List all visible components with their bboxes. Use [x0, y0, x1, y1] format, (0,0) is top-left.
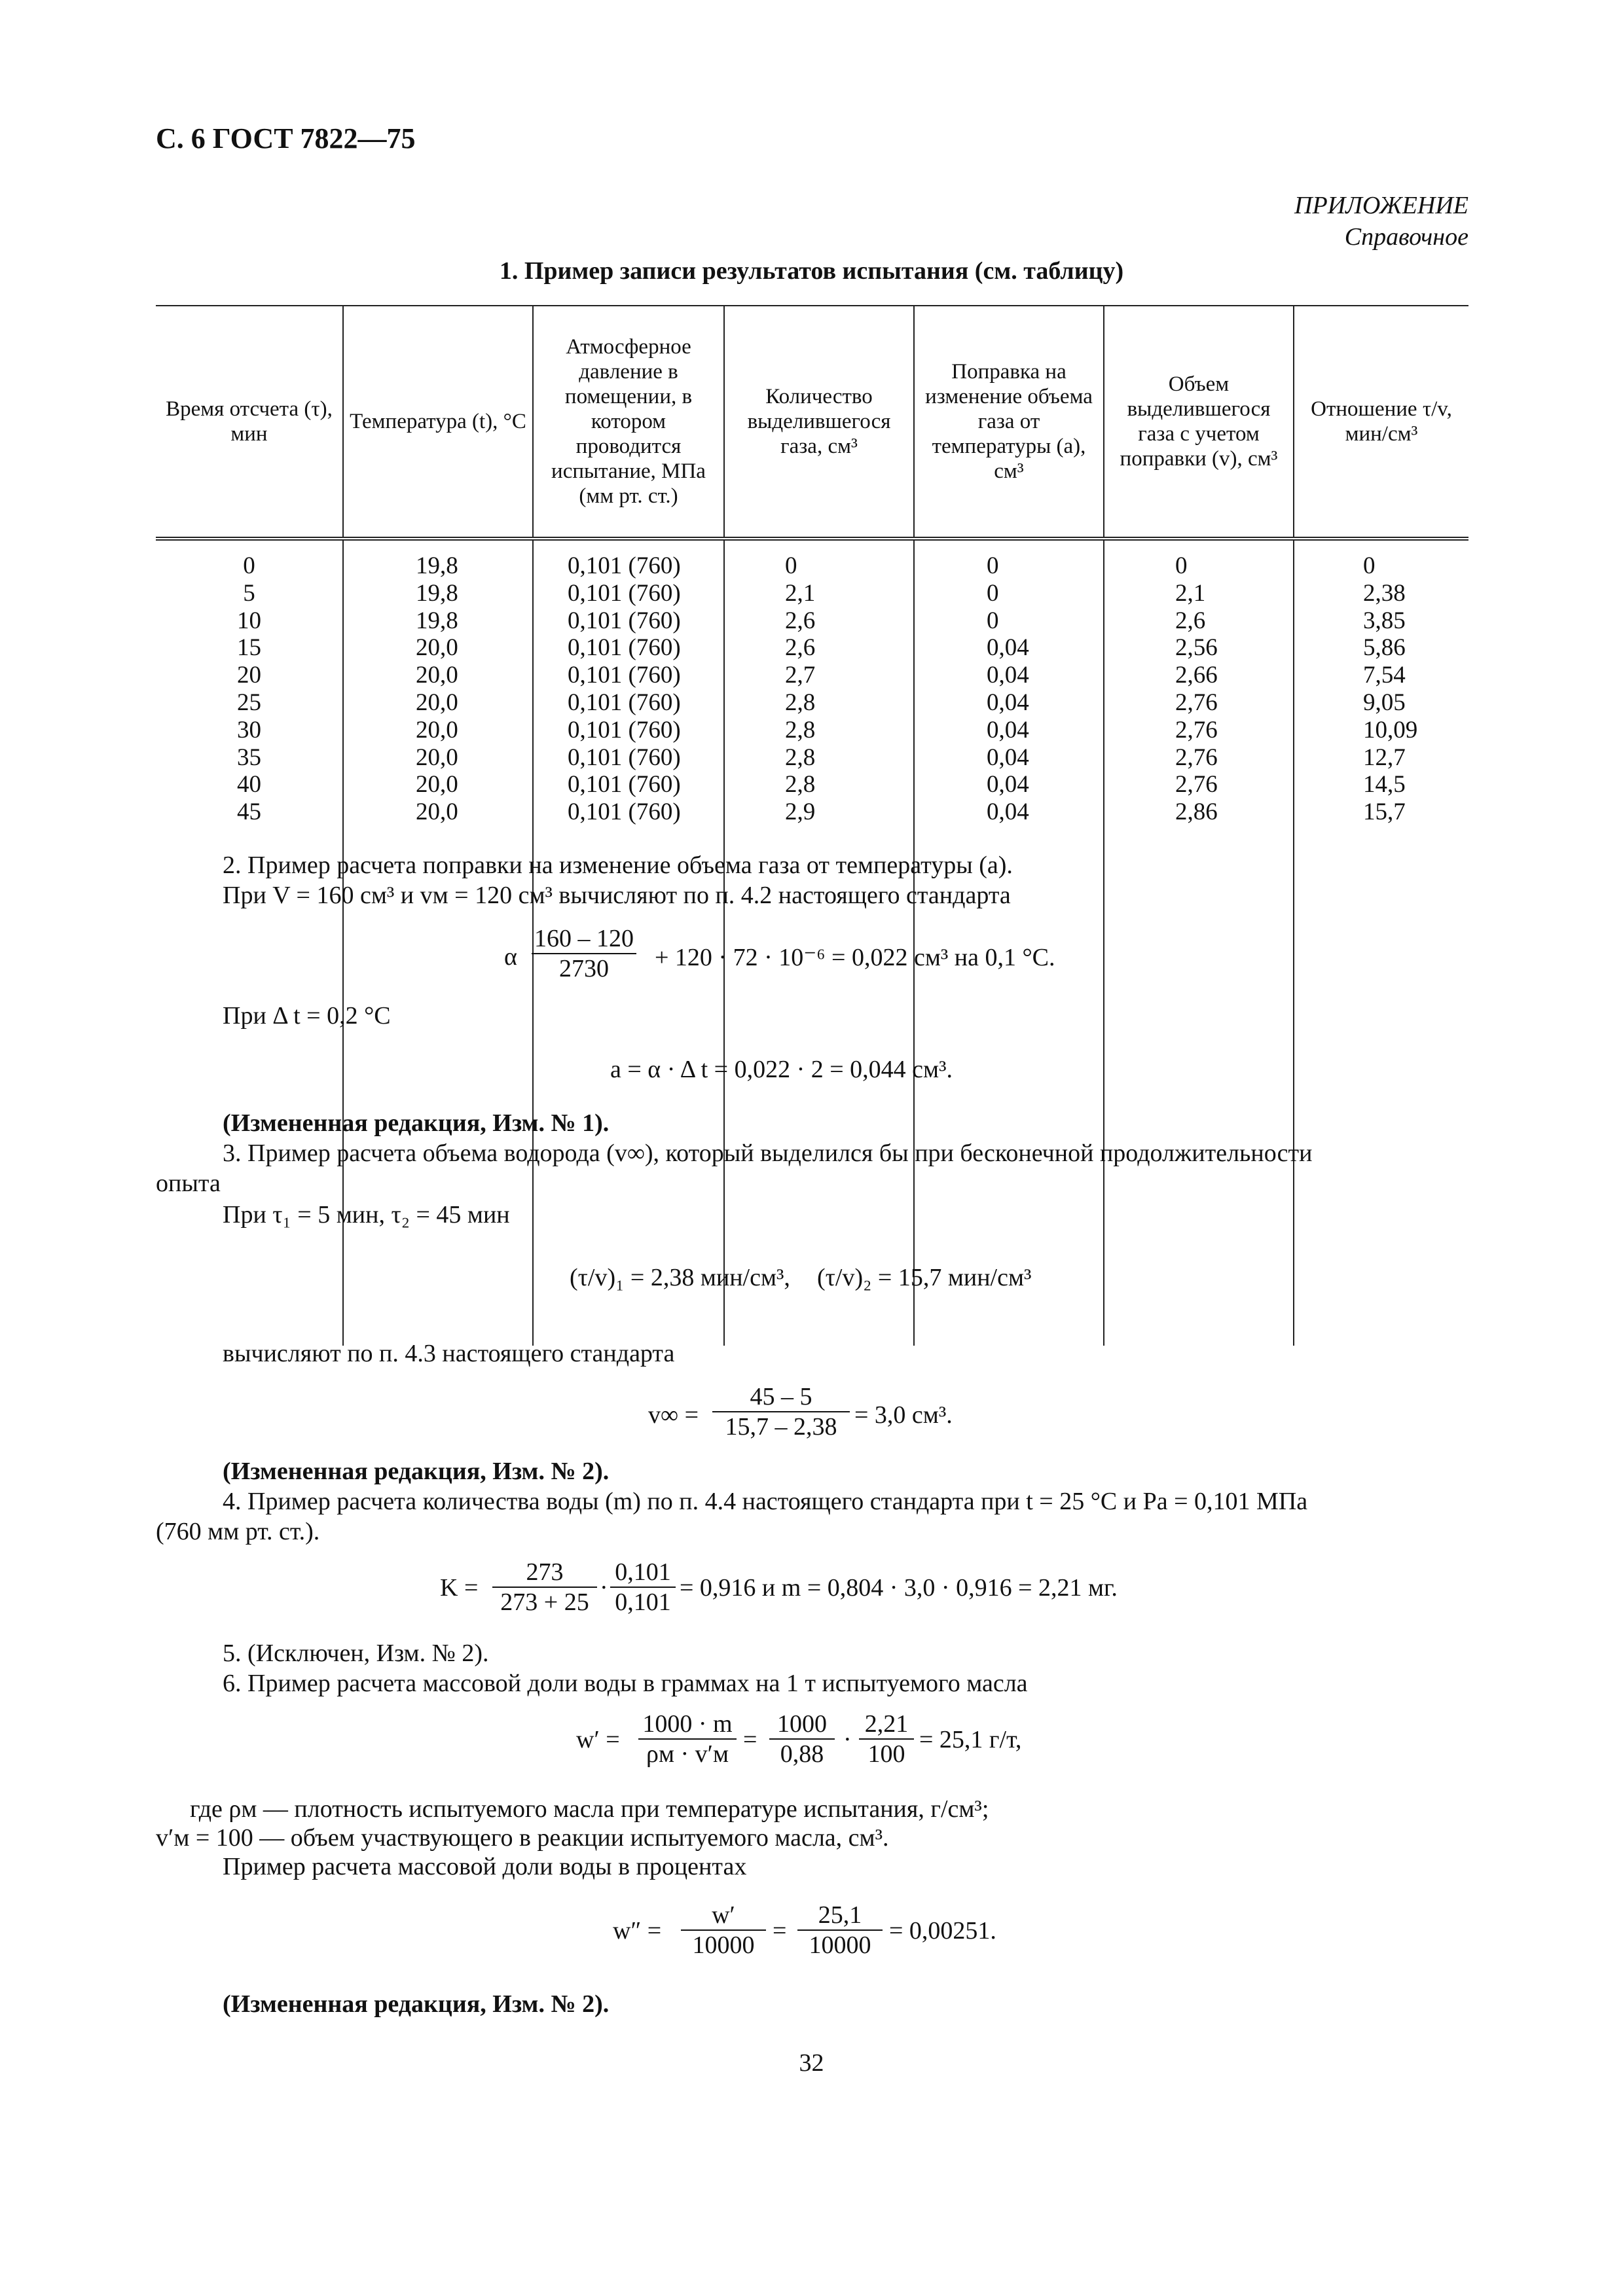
fraction-denominator: 15,7 – 2,38 — [725, 1413, 837, 1441]
s4-formula-fraction2 — [610, 1558, 676, 1617]
table-cell: 10,09 — [1363, 716, 1418, 744]
s2-line3: При Δ t = 0,2 °С — [223, 1002, 391, 1030]
s4-line1b: (760 мм рт. ст.). — [156, 1518, 320, 1545]
s2-formula1-right: + 120 · 72 · 10⁻⁶ = 0,022 см³ на 0,1 °С. — [655, 944, 1055, 971]
table-cell: 35 — [237, 744, 261, 771]
s6-line1: 6. Пример расчета массовой доли воды в граммах на 1 т испытуемого масла — [223, 1670, 1028, 1697]
table-cell: 2,56 — [1175, 634, 1218, 662]
table-cell: 0,04 — [987, 634, 1029, 662]
s4-formula-fraction1 — [492, 1558, 597, 1617]
table-cell: 20,0 — [416, 744, 458, 771]
table-cell: 45 — [237, 798, 261, 826]
fraction-numerator: 1000 · m — [638, 1710, 737, 1740]
s6-formula2-fraction1 — [681, 1901, 766, 1960]
s6-formula1-fraction2 — [769, 1710, 835, 1768]
table-cell: 0,04 — [987, 689, 1029, 716]
fraction-numerator: 2,21 — [859, 1710, 914, 1740]
fraction-numerator: 25,1 — [797, 1901, 883, 1931]
s6-formula1-fraction1 — [638, 1710, 737, 1768]
s3-line2: При τ₁ = 5 мин, τ₂ = 45 мин — [223, 1201, 510, 1229]
s4-line1: 4. Пример расчета количества воды (m) по п. 4.4 настоящего стандарта при t = 25 °С и Pа = 0,101 МПа — [223, 1488, 1308, 1515]
fraction-numerator: 160 – 120 — [532, 924, 636, 954]
s3-formula2-right: = 3,0 см³. — [854, 1401, 953, 1429]
table-cell: 20,0 — [416, 662, 458, 689]
fraction-denominator: 10000 — [809, 1931, 871, 1959]
table-cell: 12,7 — [1363, 744, 1406, 771]
table-cell: 2,6 — [1175, 607, 1206, 634]
fraction-denominator: 0,101 — [615, 1588, 671, 1616]
s3-line1b: опыта — [156, 1170, 221, 1197]
table-cell: 20,0 — [416, 716, 458, 744]
table-cell: 20,0 — [416, 689, 458, 716]
table-cell: 7,54 — [1363, 662, 1406, 689]
table-cell: 2,76 — [1175, 689, 1218, 716]
table-cell: 5 — [243, 579, 255, 607]
table-cell: 3,85 — [1363, 607, 1406, 634]
s3-formula2-left: v∞ = — [648, 1401, 699, 1429]
table-cell: 2,8 — [785, 716, 816, 744]
table-cell: 40 — [237, 771, 261, 798]
fraction-numerator: w′ — [681, 1901, 766, 1931]
table-cell: 2,8 — [785, 689, 816, 716]
fraction-denominator: 10000 — [692, 1931, 755, 1959]
s6-formula1-eq: = — [743, 1726, 757, 1753]
header-pressure: Атмосферное давление в помещении, в котором проводится испытание, МПа (мм рт. ст.) — [532, 306, 723, 537]
table-cell: 0,101 (760) — [568, 689, 681, 716]
table-cell: 2,1 — [1175, 579, 1206, 607]
fraction-denominator: 2730 — [559, 955, 609, 982]
s6-amendment: (Измененная редакция, Изм. № 2). — [223, 1990, 610, 2018]
s6-where1: где ρм — плотность испытуемого масла при температуре испытания, г/см³; — [190, 1795, 989, 1823]
table-cell: 0,04 — [987, 771, 1029, 798]
fraction-denominator: ρм · v′м — [646, 1740, 729, 1768]
table-cell: 19,8 — [416, 607, 458, 634]
s3-formula1a: (τ/v)₁ = 2,38 мин/см³, — [570, 1264, 790, 1291]
table-cell: 0,101 (760) — [568, 579, 681, 607]
table-cell: 0,101 (760) — [568, 716, 681, 744]
table-cell: 2,6 — [785, 634, 816, 662]
table-cell: 20,0 — [416, 771, 458, 798]
fraction-denominator: 100 — [867, 1740, 905, 1768]
header-ratio: Отношение τ/v, мин/см³ — [1293, 306, 1468, 537]
fraction-denominator: 273 + 25 — [500, 1588, 589, 1616]
s3-amendment: (Измененная редакция, Изм. № 2). — [223, 1458, 610, 1485]
s6-formula2-fraction2 — [797, 1901, 883, 1960]
table-cell: 2,86 — [1175, 798, 1218, 826]
s4-formula-left: K = — [440, 1574, 479, 1602]
table-cell: 2,66 — [1175, 662, 1218, 689]
table-cell: 0 — [987, 552, 999, 579]
s6-formula1-fraction3 — [859, 1710, 914, 1768]
table-cell: 19,8 — [416, 579, 458, 607]
table-cell: 30 — [237, 716, 261, 744]
appendix-title: ПРИЛОЖЕНИЕ — [1294, 192, 1468, 219]
s6-formula2-eq: = — [773, 1917, 787, 1945]
table-cell: 0,101 (760) — [568, 771, 681, 798]
table-cell: 2,8 — [785, 771, 816, 798]
table-cell: 2,76 — [1175, 744, 1218, 771]
table-cell: 20,0 — [416, 798, 458, 826]
appendix-subtitle: Справочное — [1344, 223, 1468, 251]
table-cell: 20,0 — [416, 634, 458, 662]
fraction-numerator: 0,101 — [610, 1558, 676, 1588]
s3-formula2-fraction — [712, 1382, 850, 1441]
table-cell: 25 — [237, 689, 261, 716]
table-cell: 2,9 — [785, 798, 816, 826]
table-cell: 0,04 — [987, 716, 1029, 744]
table-cell: 0,04 — [987, 662, 1029, 689]
s6-formula1-dot: · — [843, 1726, 852, 1753]
table-cell: 0 — [987, 607, 999, 634]
header-correction: Поправка на изменение объема газа от температуры (a), см³ — [913, 306, 1103, 537]
table-cell: 10 — [237, 607, 261, 634]
table-cell: 9,05 — [1363, 689, 1406, 716]
col-ratio — [1293, 541, 1468, 1346]
s3-line3: вычисляют по п. 4.3 настоящего стандарта — [223, 1340, 675, 1367]
s6-line2: Пример расчета массовой доли воды в процентах — [223, 1853, 747, 1880]
header-temperature: Температура (t), °С — [342, 306, 532, 537]
table-cell: 19,8 — [416, 552, 458, 579]
table-cell: 15 — [237, 634, 261, 662]
s3-line1: 3. Пример расчета объема водорода (v∞), который выделился бы при бесконечной продолжительности — [223, 1139, 1313, 1167]
table-cell: 2,6 — [785, 607, 816, 634]
s2-formula1-left: α — [504, 943, 517, 971]
table-cell: 0,101 (760) — [568, 634, 681, 662]
s2-formula1-fraction — [532, 924, 636, 983]
s6-formula2-left: w″ = — [613, 1917, 662, 1945]
s2-line1: 2. Пример расчета поправки на изменение объема газа от температуры (a). — [223, 852, 1013, 879]
table-cell: 2,76 — [1175, 771, 1218, 798]
table-cell: 0 — [243, 552, 255, 579]
s4-formula-right: = 0,916 и m = 0,804 · 3,0 · 0,916 = 2,21 мг. — [680, 1574, 1118, 1602]
table-cell: 0,101 (760) — [568, 798, 681, 826]
s6-formula2-right: = 0,00251. — [889, 1917, 996, 1945]
table-cell: 14,5 — [1363, 771, 1406, 798]
fraction-numerator: 273 — [492, 1558, 597, 1588]
table-cell: 5,86 — [1363, 634, 1406, 662]
table-cell: 20 — [237, 662, 261, 689]
table-title: 1. Пример записи результатов испытания (см. таблицу) — [499, 257, 1124, 285]
s2-formula2: a = α · Δ t = 0,022 · 2 = 0,044 см³. — [610, 1056, 953, 1083]
table-cell: 2,7 — [785, 662, 816, 689]
table-cell: 2,1 — [785, 579, 816, 607]
table-cell: 15,7 — [1363, 798, 1406, 826]
appendix-heading — [1294, 190, 1468, 253]
table-cell: 0,101 (760) — [568, 607, 681, 634]
fraction-denominator: 0,88 — [780, 1740, 824, 1768]
table-cell: 0,101 (760) — [568, 552, 681, 579]
s3-formula1b: (τ/v)₂ = 15,7 мин/см³ — [817, 1264, 1032, 1291]
page-number: 32 — [799, 2049, 824, 2077]
fraction-numerator: 45 – 5 — [712, 1382, 850, 1412]
table-cell: 2,38 — [1363, 579, 1406, 607]
table-header — [156, 306, 1468, 541]
table-cell: 2,76 — [1175, 716, 1218, 744]
table-cell: 2,8 — [785, 744, 816, 771]
table-cell: 0,04 — [987, 744, 1029, 771]
fraction-numerator: 1000 — [769, 1710, 835, 1740]
s6-where2: v′м = 100 — объем участвующего в реакции испытуемого масла, см³. — [156, 1824, 889, 1852]
table-cell: 0 — [785, 552, 797, 579]
header-gas-amount: Количество выделившегося газа, см³ — [723, 306, 913, 537]
table-cell: 0 — [987, 579, 999, 607]
s2-line2: При V = 160 см³ и vм = 120 см³ вычисляют по п. 4.2 настоящего стандарта — [223, 882, 1011, 909]
col-volume — [1103, 541, 1293, 1346]
document-code: С. 6 ГОСТ 7822—75 — [156, 122, 416, 154]
table-cell: 0 — [1175, 552, 1188, 579]
header-time: Время отсчета (τ), мин — [166, 397, 333, 446]
s6-formula1-right: = 25,1 г/т, — [919, 1726, 1022, 1753]
results-table — [156, 305, 1468, 1346]
table-cell: 0,101 (760) — [568, 662, 681, 689]
s2-amendment: (Измененная редакция, Изм. № 1). — [223, 1109, 610, 1137]
table-cell: 0 — [1363, 552, 1376, 579]
table-cell: 0,101 (760) — [568, 744, 681, 771]
s5-line: 5. (Исключен, Изм. № 2). — [223, 1640, 489, 1667]
header-volume: Объем выделившегося газа с учетом поправки (v), см³ — [1103, 306, 1293, 537]
table-cell: 0,04 — [987, 798, 1029, 826]
s4-formula-dot: · — [600, 1574, 608, 1602]
s6-formula1-left: w′ = — [576, 1726, 620, 1753]
